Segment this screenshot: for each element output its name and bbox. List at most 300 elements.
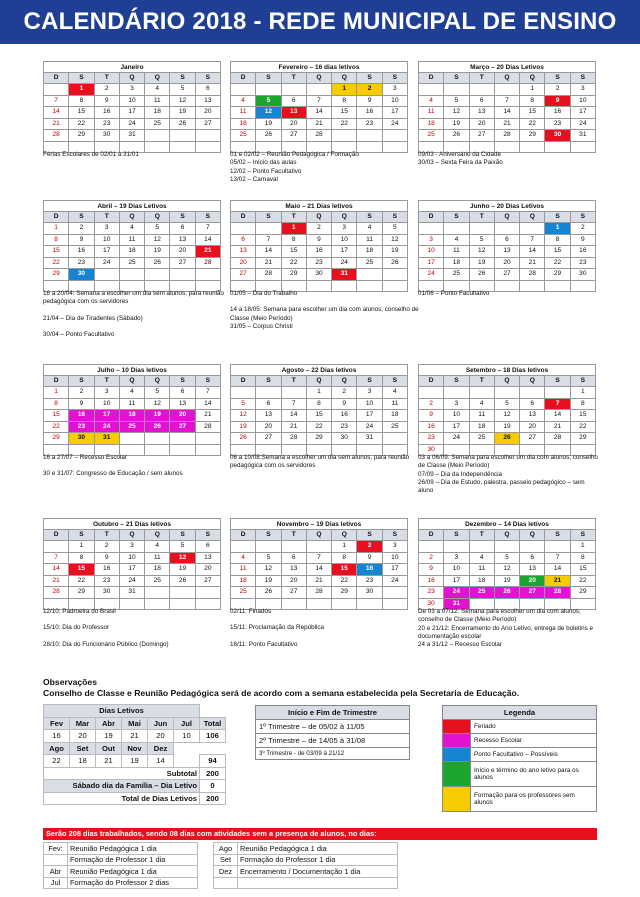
weekday-header: D [419, 212, 444, 223]
calendar-day: 15 [281, 246, 306, 258]
weekday-header: T [281, 376, 306, 387]
calendar-day: 21 [494, 118, 519, 130]
calendar-day: 29 [281, 269, 306, 281]
month-notes [230, 454, 430, 471]
calendar-day: 3 [444, 552, 469, 564]
calendar-day: 17 [357, 410, 382, 422]
calendar-day: 5 [494, 398, 519, 410]
calendar-empty [382, 269, 407, 281]
calendar-day: 15 [520, 107, 545, 119]
weekday-header: D [419, 376, 444, 387]
calendar-empty [419, 223, 444, 235]
calendar-day: 22 [44, 421, 69, 433]
trimestre-row: 3º Trimestre - de 03/09 à 21/12 [256, 748, 410, 760]
calendar-day: 22 [332, 575, 357, 587]
month-notes [418, 454, 600, 495]
weekday-header: Q [306, 376, 331, 387]
month-notes [43, 151, 243, 159]
weekday-header: T [469, 376, 494, 387]
calendar-day: 11 [357, 234, 382, 246]
calendar-day: 7 [281, 398, 306, 410]
calendar-day: 30 [570, 269, 595, 281]
calendar-day: 31 [357, 433, 382, 445]
calendar-day: 31 [332, 269, 357, 281]
calendar-day: 17 [119, 107, 144, 119]
month-notes [418, 290, 600, 298]
calendar-day: 10 [332, 234, 357, 246]
calendar-day: 7 [306, 95, 331, 107]
calendar-day: 29 [570, 433, 595, 445]
calendar-day: 5 [256, 552, 281, 564]
calendar-day: 24 [382, 118, 407, 130]
calendar-empty [545, 541, 570, 553]
calendar-empty [231, 223, 256, 235]
calendar-day: 6 [469, 95, 494, 107]
calendar-day: 22 [69, 575, 94, 587]
note-line: 12/10: Padroeira do Brasil [43, 608, 116, 615]
calendar-day: 9 [570, 234, 595, 246]
calendar-day: 22 [520, 118, 545, 130]
dl-header: Ago [44, 742, 70, 755]
weekday-header: S [545, 212, 570, 223]
dl-header: Mar [70, 717, 96, 730]
calendar-empty [494, 223, 519, 235]
calendar-day: 4 [231, 95, 256, 107]
calendar-day: 27 [494, 269, 519, 281]
trimestre-row: 1º Trimestre – de 05/02 à 11/05 [256, 720, 410, 734]
month-calendar [418, 364, 596, 456]
weekday-header: Q [306, 73, 331, 84]
legend-swatch [443, 748, 471, 762]
calendar-day: 6 [195, 84, 220, 96]
calendar-day: 24 [419, 269, 444, 281]
note-line: 30/03 – Sexta Feira da Paixão [418, 159, 503, 167]
calendar-day: 6 [170, 387, 195, 399]
calendar-empty [545, 387, 570, 399]
weekday-header: Q [494, 530, 519, 541]
calendar-day: 19 [494, 575, 519, 587]
weekday-header: D [231, 212, 256, 223]
bottom-activity: Reunião Pedagógica 1 dia [68, 866, 198, 878]
calendar-day: 7 [195, 223, 220, 235]
weekday-header: D [231, 530, 256, 541]
calendar-day: 8 [281, 234, 306, 246]
note-line: 02/11: Finados [230, 608, 272, 615]
calendar-day: 19 [494, 421, 519, 433]
weekday-header: T [469, 73, 494, 84]
calendar-day: 30 [419, 598, 444, 610]
calendar-day: 27 [195, 575, 220, 587]
calendar-day: 11 [119, 234, 144, 246]
calendar-day: 8 [570, 398, 595, 410]
weekday-header: S [170, 212, 195, 223]
calendar-day: 31 [119, 130, 144, 142]
calendar-day: 2 [419, 398, 444, 410]
calendar-day: 15 [69, 564, 94, 576]
weekday-header: Q [119, 530, 144, 541]
note-line: 16 a 20/04: Semana a escolher um dia sem alunos, para reunião pedagógica com os servidores [43, 290, 224, 306]
calendar-day: 3 [94, 223, 119, 235]
calendar-day: 6 [256, 398, 281, 410]
calendar-day: 13 [231, 246, 256, 258]
dl-value: 21 [122, 730, 148, 743]
calendar-day: 1 [545, 223, 570, 235]
weekday-header: Q [520, 73, 545, 84]
calendar-day: 15 [545, 246, 570, 258]
dl-total: 94 [200, 755, 226, 768]
calendar-day: 14 [195, 398, 220, 410]
calendar-day: 23 [419, 587, 444, 599]
calendar-day: 23 [69, 257, 94, 269]
calendar-day: 31 [94, 433, 119, 445]
weekday-header: Q [494, 376, 519, 387]
month-title: Janeiro [43, 61, 221, 72]
calendar-day: 1 [570, 541, 595, 553]
calendar-day: 9 [419, 410, 444, 422]
calendar-day: 4 [231, 552, 256, 564]
dl-value: 22 [44, 755, 70, 768]
calendar-day: 8 [332, 552, 357, 564]
calendar-day: 26 [256, 587, 281, 599]
calendar-day: 17 [444, 421, 469, 433]
calendar-day: 2 [332, 387, 357, 399]
note-line: 14 a 18/05: Semana para escolher um dia com alunos, conselho de Classe (Meio Período) [230, 306, 419, 322]
calendar-empty [382, 587, 407, 599]
note-gap [230, 616, 430, 624]
calendar-day: 18 [119, 410, 144, 422]
calendar-day: 27 [281, 130, 306, 142]
weekday-header: S [195, 212, 220, 223]
calendar-day: 12 [256, 564, 281, 576]
calendar-day: 10 [94, 398, 119, 410]
calendar-day: 29 [545, 269, 570, 281]
calendar-empty [469, 387, 494, 399]
note-line: Férias Escolares de 02/01 a 31/01 [43, 151, 139, 158]
weekday-header: S [170, 530, 195, 541]
calendar-day: 14 [256, 246, 281, 258]
calendar-day: 9 [332, 398, 357, 410]
page-title: CALENDÁRIO 2018 - REDE MUNICIPAL DE ENSINO [0, 0, 640, 44]
calendar-empty [256, 387, 281, 399]
calendar-day: 23 [306, 257, 331, 269]
calendar-day: 20 [170, 410, 195, 422]
calendar-day: 27 [170, 421, 195, 433]
weekday-header: S [382, 530, 407, 541]
calendar-day: 4 [419, 95, 444, 107]
calendar-empty [256, 223, 281, 235]
calendar-day: 26 [382, 257, 407, 269]
weekday-header: S [570, 530, 595, 541]
weekday-header: T [94, 376, 119, 387]
dl-header: Fev [44, 717, 70, 730]
calendar-day: 14 [195, 234, 220, 246]
calendar-day: 13 [195, 552, 220, 564]
note-line: 21/04 – Dia de Tiradentes (Sábado) [43, 314, 143, 322]
note-line: 05/02 – Início das aulas [230, 159, 297, 167]
calendar-day: 20 [520, 575, 545, 587]
weekday-header: T [94, 73, 119, 84]
calendar-empty [170, 269, 195, 281]
weekday-header: Q [306, 212, 331, 223]
calendar-day: 10 [94, 234, 119, 246]
calendar-day: 28 [494, 130, 519, 142]
total-value: 200 [200, 792, 226, 805]
calendar-day: 29 [69, 130, 94, 142]
calendar-day: 5 [231, 398, 256, 410]
calendar-day: 3 [382, 541, 407, 553]
calendar-day: 10 [444, 410, 469, 422]
calendar-day: 29 [332, 587, 357, 599]
calendar-day: 27 [520, 587, 545, 599]
calendar-day: 10 [570, 95, 595, 107]
weekday-header: S [444, 376, 469, 387]
note-gap [230, 298, 430, 306]
weekday-header: S [170, 376, 195, 387]
month-calendar [230, 61, 408, 153]
weekday-header: S [357, 530, 382, 541]
calendar-day: 26 [231, 433, 256, 445]
calendar-day: 26 [494, 433, 519, 445]
calendar-day: 21 [545, 575, 570, 587]
weekday-header: T [469, 530, 494, 541]
calendar-day: 20 [281, 118, 306, 130]
month-calendar [43, 61, 221, 153]
calendar-day: 25 [419, 130, 444, 142]
bottom-activity [238, 877, 398, 889]
calendar-day: 29 [306, 433, 331, 445]
calendar-day: 30 [332, 433, 357, 445]
calendar-day: 12 [444, 107, 469, 119]
total-label: Total de Dias Letivos [44, 792, 200, 805]
note-line: 15/10: Dia do Professor [43, 624, 110, 632]
calendar-day: 22 [44, 257, 69, 269]
legend-label: Formação para os professores sem alunos [471, 787, 597, 812]
bottom-month [44, 854, 68, 866]
dl-value: 20 [70, 730, 96, 743]
calendar-day: 22 [332, 118, 357, 130]
calendar-empty [419, 387, 444, 399]
calendar-day: 12 [170, 552, 195, 564]
calendar-empty [94, 269, 119, 281]
weekday-header: Q [332, 376, 357, 387]
weekday-header: D [231, 73, 256, 84]
calendar-day: 22 [545, 257, 570, 269]
calendar-day: 6 [170, 223, 195, 235]
calendar-day: 25 [382, 421, 407, 433]
calendar-empty [195, 433, 220, 445]
calendar-day: 18 [419, 118, 444, 130]
calendar-day: 30 [94, 130, 119, 142]
calendar-day: 17 [382, 107, 407, 119]
calendar-day: 6 [281, 95, 306, 107]
calendar-day: 18 [469, 421, 494, 433]
note-gap [43, 462, 243, 470]
calendar-empty [145, 269, 170, 281]
weekday-header: Q [119, 73, 144, 84]
calendar-day: 13 [281, 107, 306, 119]
month-calendar [418, 61, 596, 153]
dl-header: Abr [96, 717, 122, 730]
calendar-day: 14 [545, 564, 570, 576]
calendar-day: 24 [94, 421, 119, 433]
weekday-header: S [545, 73, 570, 84]
weekday-header: S [69, 376, 94, 387]
calendar-day: 8 [44, 234, 69, 246]
bottom-activity: Formação de Professor 1 dia [68, 854, 198, 866]
calendar-day: 8 [44, 398, 69, 410]
month-calendar [418, 518, 596, 610]
calendar-day: 18 [444, 257, 469, 269]
calendar-day: 5 [170, 84, 195, 96]
calendar-day: 5 [145, 223, 170, 235]
note-line: 26/09 – Dia de Estudo, palestra, passeio pedagógico – sem aluno [418, 478, 585, 495]
weekday-header: S [170, 73, 195, 84]
legend-label: Recesso Escolar [471, 734, 597, 748]
calendar-day: 6 [195, 541, 220, 553]
sabado-label: Sábado dia da Família – Dia Letivo [44, 780, 200, 793]
calendar-empty [119, 433, 144, 445]
observations-title: Observações [43, 677, 97, 687]
calendar-empty [306, 84, 331, 96]
bottom-activity: Reunião Pedagógica 1 dia [68, 843, 198, 855]
bottom-header: Serão 208 dias trabalhados, sendo 08 dias com atividades sem a presença de alunos, no dias: [43, 828, 597, 840]
calendar-day: 12 [494, 410, 519, 422]
calendar-day: 4 [119, 223, 144, 235]
calendar-day: 3 [382, 84, 407, 96]
calendar-day: 17 [94, 246, 119, 258]
calendar-day: 19 [231, 421, 256, 433]
calendar-day: 12 [145, 234, 170, 246]
dl-value: 20 [148, 730, 174, 743]
calendar-day: 9 [306, 234, 331, 246]
weekday-header: S [256, 212, 281, 223]
dl-header: Jun [148, 717, 174, 730]
month-title: Novembro – 19 Dias letivos [230, 518, 408, 529]
calendar-day: 17 [119, 564, 144, 576]
calendar-day: 17 [332, 246, 357, 258]
subtotal-value: 200 [200, 767, 226, 780]
calendar-day: 19 [256, 118, 281, 130]
bottom-activity: Formação do Professor 2 dias [68, 877, 198, 889]
calendar-day: 22 [69, 118, 94, 130]
calendar-empty [382, 130, 407, 142]
dl-value: 21 [96, 755, 122, 768]
weekday-header: S [570, 212, 595, 223]
dl-header: Out [96, 742, 122, 755]
weekday-header: Q [306, 530, 331, 541]
calendar-day: 8 [332, 95, 357, 107]
note-line: 01 e 02/02 – Reunião Pedagógica / Formação [230, 151, 359, 158]
calendar-empty [281, 541, 306, 553]
calendar-day: 6 [520, 398, 545, 410]
calendar-day: 7 [545, 398, 570, 410]
calendar-empty [281, 84, 306, 96]
legend-swatch [443, 720, 471, 734]
calendar-day: 3 [119, 84, 144, 96]
dl-header: Mai [122, 717, 148, 730]
calendar-day: 1 [69, 541, 94, 553]
dl-total: 106 [200, 730, 226, 743]
legend-label: Início e término do ano letivo para os alunos [471, 762, 597, 787]
calendar-day: 10 [357, 398, 382, 410]
calendar-day: 6 [494, 234, 519, 246]
bottom-month: Set [214, 854, 238, 866]
weekday-header: D [44, 376, 69, 387]
calendar-day: 25 [469, 587, 494, 599]
calendar-day: 14 [520, 246, 545, 258]
calendar-day: 16 [357, 564, 382, 576]
calendar-day: 22 [281, 257, 306, 269]
calendar-day: 27 [520, 433, 545, 445]
weekday-header: D [44, 212, 69, 223]
dl-value: 19 [122, 755, 148, 768]
calendar-day: 16 [69, 246, 94, 258]
note-line: 28/10: Dia do Funcionário Público (Domingo) [43, 640, 169, 648]
calendar-day: 2 [94, 84, 119, 96]
calendar-day: 22 [570, 575, 595, 587]
legend-swatch [443, 734, 471, 748]
observations-text: Conselho de Classe e Reunião Pedagógica será de acordo com a semana estabelecida pela Secretaria de Educação. [43, 688, 520, 698]
calendar-empty [170, 433, 195, 445]
calendar-day: 5 [382, 223, 407, 235]
calendar-day: 11 [145, 95, 170, 107]
calendar-empty [256, 541, 281, 553]
calendar-empty [145, 130, 170, 142]
calendar-day: 28 [195, 257, 220, 269]
month-title: Dezembro – 14 Dias letivos [418, 518, 596, 529]
calendar-day: 25 [231, 130, 256, 142]
calendar-day: 21 [44, 118, 69, 130]
calendar-day: 17 [570, 107, 595, 119]
bottom-spacer [198, 866, 214, 878]
calendar-day: 10 [444, 564, 469, 576]
calendar-day: 13 [195, 95, 220, 107]
calendar-day: 9 [357, 95, 382, 107]
calendar-day: 22 [306, 421, 331, 433]
month-title: Março – 20 Dias Letivos [418, 61, 596, 72]
weekday-header: S [256, 530, 281, 541]
weekday-header: D [419, 530, 444, 541]
calendar-day: 1 [520, 84, 545, 96]
dl-value: 14 [148, 755, 174, 768]
calendar-day: 12 [469, 246, 494, 258]
calendar-day: 21 [256, 257, 281, 269]
calendar-day: 9 [545, 95, 570, 107]
bottom-table [43, 842, 398, 889]
calendar-day: 4 [382, 387, 407, 399]
weekday-header: D [44, 530, 69, 541]
note-gap [43, 307, 243, 315]
calendar-day: 19 [469, 257, 494, 269]
calendar-day: 23 [545, 118, 570, 130]
calendar-day: 7 [520, 234, 545, 246]
calendar-day: 26 [170, 118, 195, 130]
calendar-day: 5 [444, 95, 469, 107]
calendar-empty [357, 269, 382, 281]
weekday-header: S [444, 73, 469, 84]
bottom-month [214, 877, 238, 889]
calendar-day: 19 [170, 564, 195, 576]
month-title: Outubro – 21 Dias letivos [43, 518, 221, 529]
month-notes [230, 151, 430, 184]
calendar-day: 2 [306, 223, 331, 235]
calendar-day: 30 [419, 444, 444, 456]
note-line: 15/11: Proclamação da República [230, 624, 325, 632]
weekday-header: S [195, 376, 220, 387]
calendar-empty [145, 433, 170, 445]
bottom-month: Jul [44, 877, 68, 889]
calendar-day: 16 [545, 107, 570, 119]
